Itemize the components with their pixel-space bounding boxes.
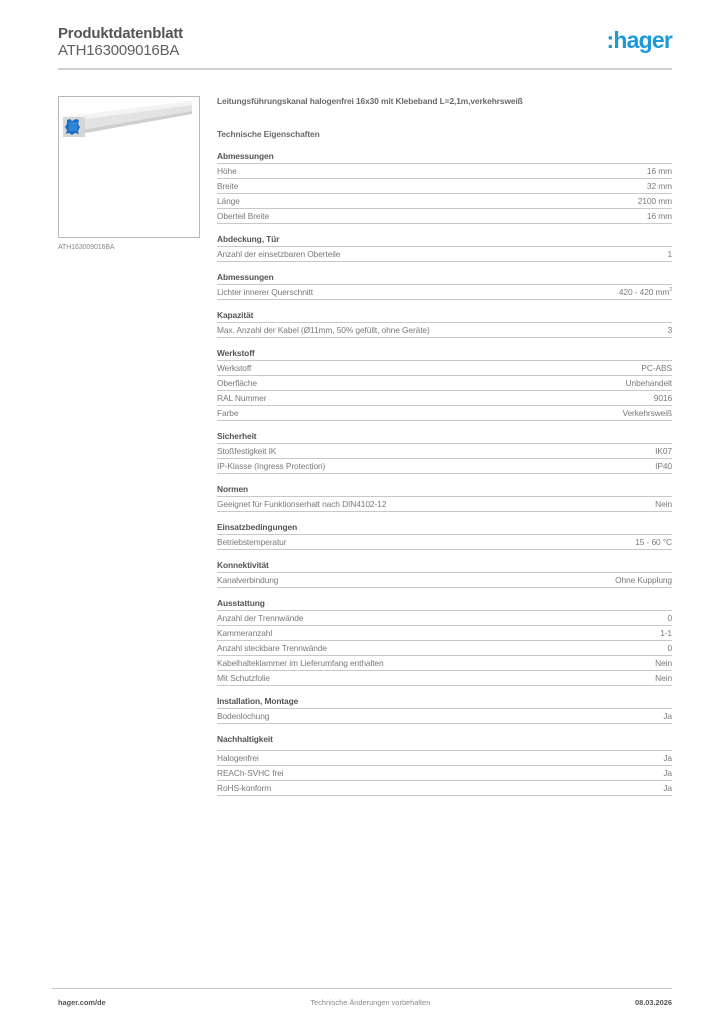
row-label: Max. Anzahl der Kabel (Ø11mm, 50% gefüllt, ohne Geräte) [217, 325, 430, 335]
row-value: Nein [655, 658, 672, 668]
row-label: Mit Schutzfolie [217, 673, 270, 683]
row-value: 1-1 [660, 628, 672, 638]
group-abmessungen-querschnitt [217, 272, 672, 300]
table-row [217, 406, 672, 421]
table-row [217, 573, 672, 588]
table-row [217, 766, 672, 781]
product-description: Leitungsführungskanal halogenfrei 16x30 mit Klebeband L=2,1m,verkehrsweiß [217, 96, 523, 106]
row-value: Ja [663, 768, 672, 778]
table-row [217, 164, 672, 179]
row-value: 9016 [653, 393, 672, 403]
article-number: ATH163009016BA [58, 42, 180, 59]
row-label: Lichter innerer Querschnitt [217, 287, 313, 297]
row-label: REACh-SVHC frei [217, 768, 284, 778]
row-value: 15 - 60 °C [635, 537, 672, 547]
table-row [217, 194, 672, 209]
disclaimer-note: Technische Änderungen vorbehalten [310, 998, 431, 1007]
table-row [217, 656, 672, 671]
group-title: Ausstattung [217, 598, 672, 611]
row-label: Oberteil Breite [217, 211, 270, 221]
row-value: Nein [655, 499, 672, 509]
group-kapazitaet [217, 310, 672, 338]
group-title: Installation, Montage [217, 696, 672, 709]
section-title: Technische Eigenschaften [217, 129, 320, 139]
table-row [217, 209, 672, 224]
row-value-text: 420 - 420 mm [618, 287, 670, 297]
group-abdeckung-tuer [217, 234, 672, 262]
row-label: RoHS-konform [217, 783, 272, 793]
row-label: Kabelhalteklammer im Lieferumfang enthalten [217, 658, 384, 668]
row-value: IP40 [655, 461, 672, 471]
group-abmessungen [217, 151, 672, 224]
group-title: Konnektivität [217, 560, 672, 573]
table-row [217, 497, 672, 512]
row-value: 0 [667, 643, 672, 653]
website-link[interactable]: hager.com/de [58, 998, 106, 1007]
table-row [217, 781, 672, 796]
group-normen [217, 484, 672, 512]
row-label: Kammeranzahl [217, 628, 273, 638]
row-label: Kanalverbindung [217, 575, 279, 585]
table-row [217, 444, 672, 459]
table-row [217, 285, 672, 300]
group-installation-montage [217, 696, 672, 724]
row-value: Ja [663, 711, 672, 721]
group-title: Nachhaltigkeit [217, 734, 672, 751]
group-konnektivitaet [217, 560, 672, 588]
row-value: IK07 [655, 446, 672, 456]
row-label: Stoßfestigkeit IK [217, 446, 277, 456]
row-value: 3 [667, 325, 672, 335]
table-row [217, 247, 672, 262]
row-value: PC-ABS [641, 363, 672, 373]
row-value: 16 mm [646, 166, 672, 176]
row-value: 32 mm [646, 181, 672, 191]
cable-duct-image [59, 97, 199, 237]
table-row [217, 611, 672, 626]
row-value: 2100 mm [637, 196, 672, 206]
table-row [217, 709, 672, 724]
footer-divider [52, 988, 672, 989]
group-nachhaltigkeit [217, 734, 672, 796]
row-label: Halogenfrei [217, 753, 259, 763]
hager-logo: :hager [606, 27, 672, 53]
table-row [217, 671, 672, 686]
product-image-caption: ATH163009016BA [58, 244, 115, 251]
row-label: Höhe [217, 166, 237, 176]
group-sicherheit [217, 431, 672, 474]
row-value-superscript: 2 [669, 287, 672, 294]
table-row [217, 391, 672, 406]
row-value [619, 287, 672, 297]
header [58, 26, 183, 59]
row-value: Nein [655, 673, 672, 683]
group-title: Abdeckung, Tür [217, 234, 672, 247]
row-value: Ja [663, 753, 672, 763]
group-ausstattung [217, 598, 672, 686]
row-label: Anzahl der Trennwände [217, 613, 304, 623]
row-label: Bodenlochung [217, 711, 270, 721]
group-title: Einsatzbedingungen [217, 522, 672, 535]
row-label: IP-Klasse (Ingress Protection) [217, 461, 326, 471]
row-value: 0 [667, 613, 672, 623]
table-row [217, 459, 672, 474]
product-image [58, 96, 200, 238]
group-werkstoff [217, 348, 672, 421]
table-row [217, 641, 672, 656]
row-value: Ohne Kupplung [615, 575, 672, 585]
row-value: Ja [663, 783, 672, 793]
row-value: 16 mm [646, 211, 672, 221]
document-date: 08.03.2026 [634, 998, 672, 1007]
group-title: Kapazität [217, 310, 672, 323]
row-label: Geeignet für Funktionserhalt nach DIN4102-12 [217, 499, 387, 509]
group-title: Normen [217, 484, 672, 497]
header-divider [58, 68, 672, 70]
table-row [217, 626, 672, 641]
row-value: 1 [667, 249, 672, 259]
row-label: Oberfläche [217, 378, 257, 388]
table-row [217, 376, 672, 391]
footer [58, 998, 672, 1007]
table-row [217, 535, 672, 550]
table-row [217, 323, 672, 338]
row-label: Betriebstemperatur [217, 537, 287, 547]
group-einsatzbedingungen [217, 522, 672, 550]
row-label: Farbe [217, 408, 239, 418]
main-content [217, 96, 672, 806]
table-row [217, 179, 672, 194]
group-title: Werkstoff [217, 348, 672, 361]
row-label: Werkstoff [217, 363, 252, 373]
row-label: Breite [217, 181, 239, 191]
row-label: Anzahl steckbare Trennwände [217, 643, 327, 653]
document-title: Produktdatenblatt [58, 25, 183, 42]
row-label: Länge [217, 196, 240, 206]
table-row [217, 751, 672, 766]
group-title: Sicherheit [217, 431, 672, 444]
row-value: Unbehandelt [625, 378, 672, 388]
row-label: Anzahl der einsetzbaren Oberteile [217, 249, 341, 259]
row-value: Verkehrsweiß [622, 408, 672, 418]
group-title: Abmessungen [217, 151, 672, 164]
row-label: RAL Nummer [217, 393, 267, 403]
table-row [217, 361, 672, 376]
group-title: Abmessungen [217, 272, 672, 285]
